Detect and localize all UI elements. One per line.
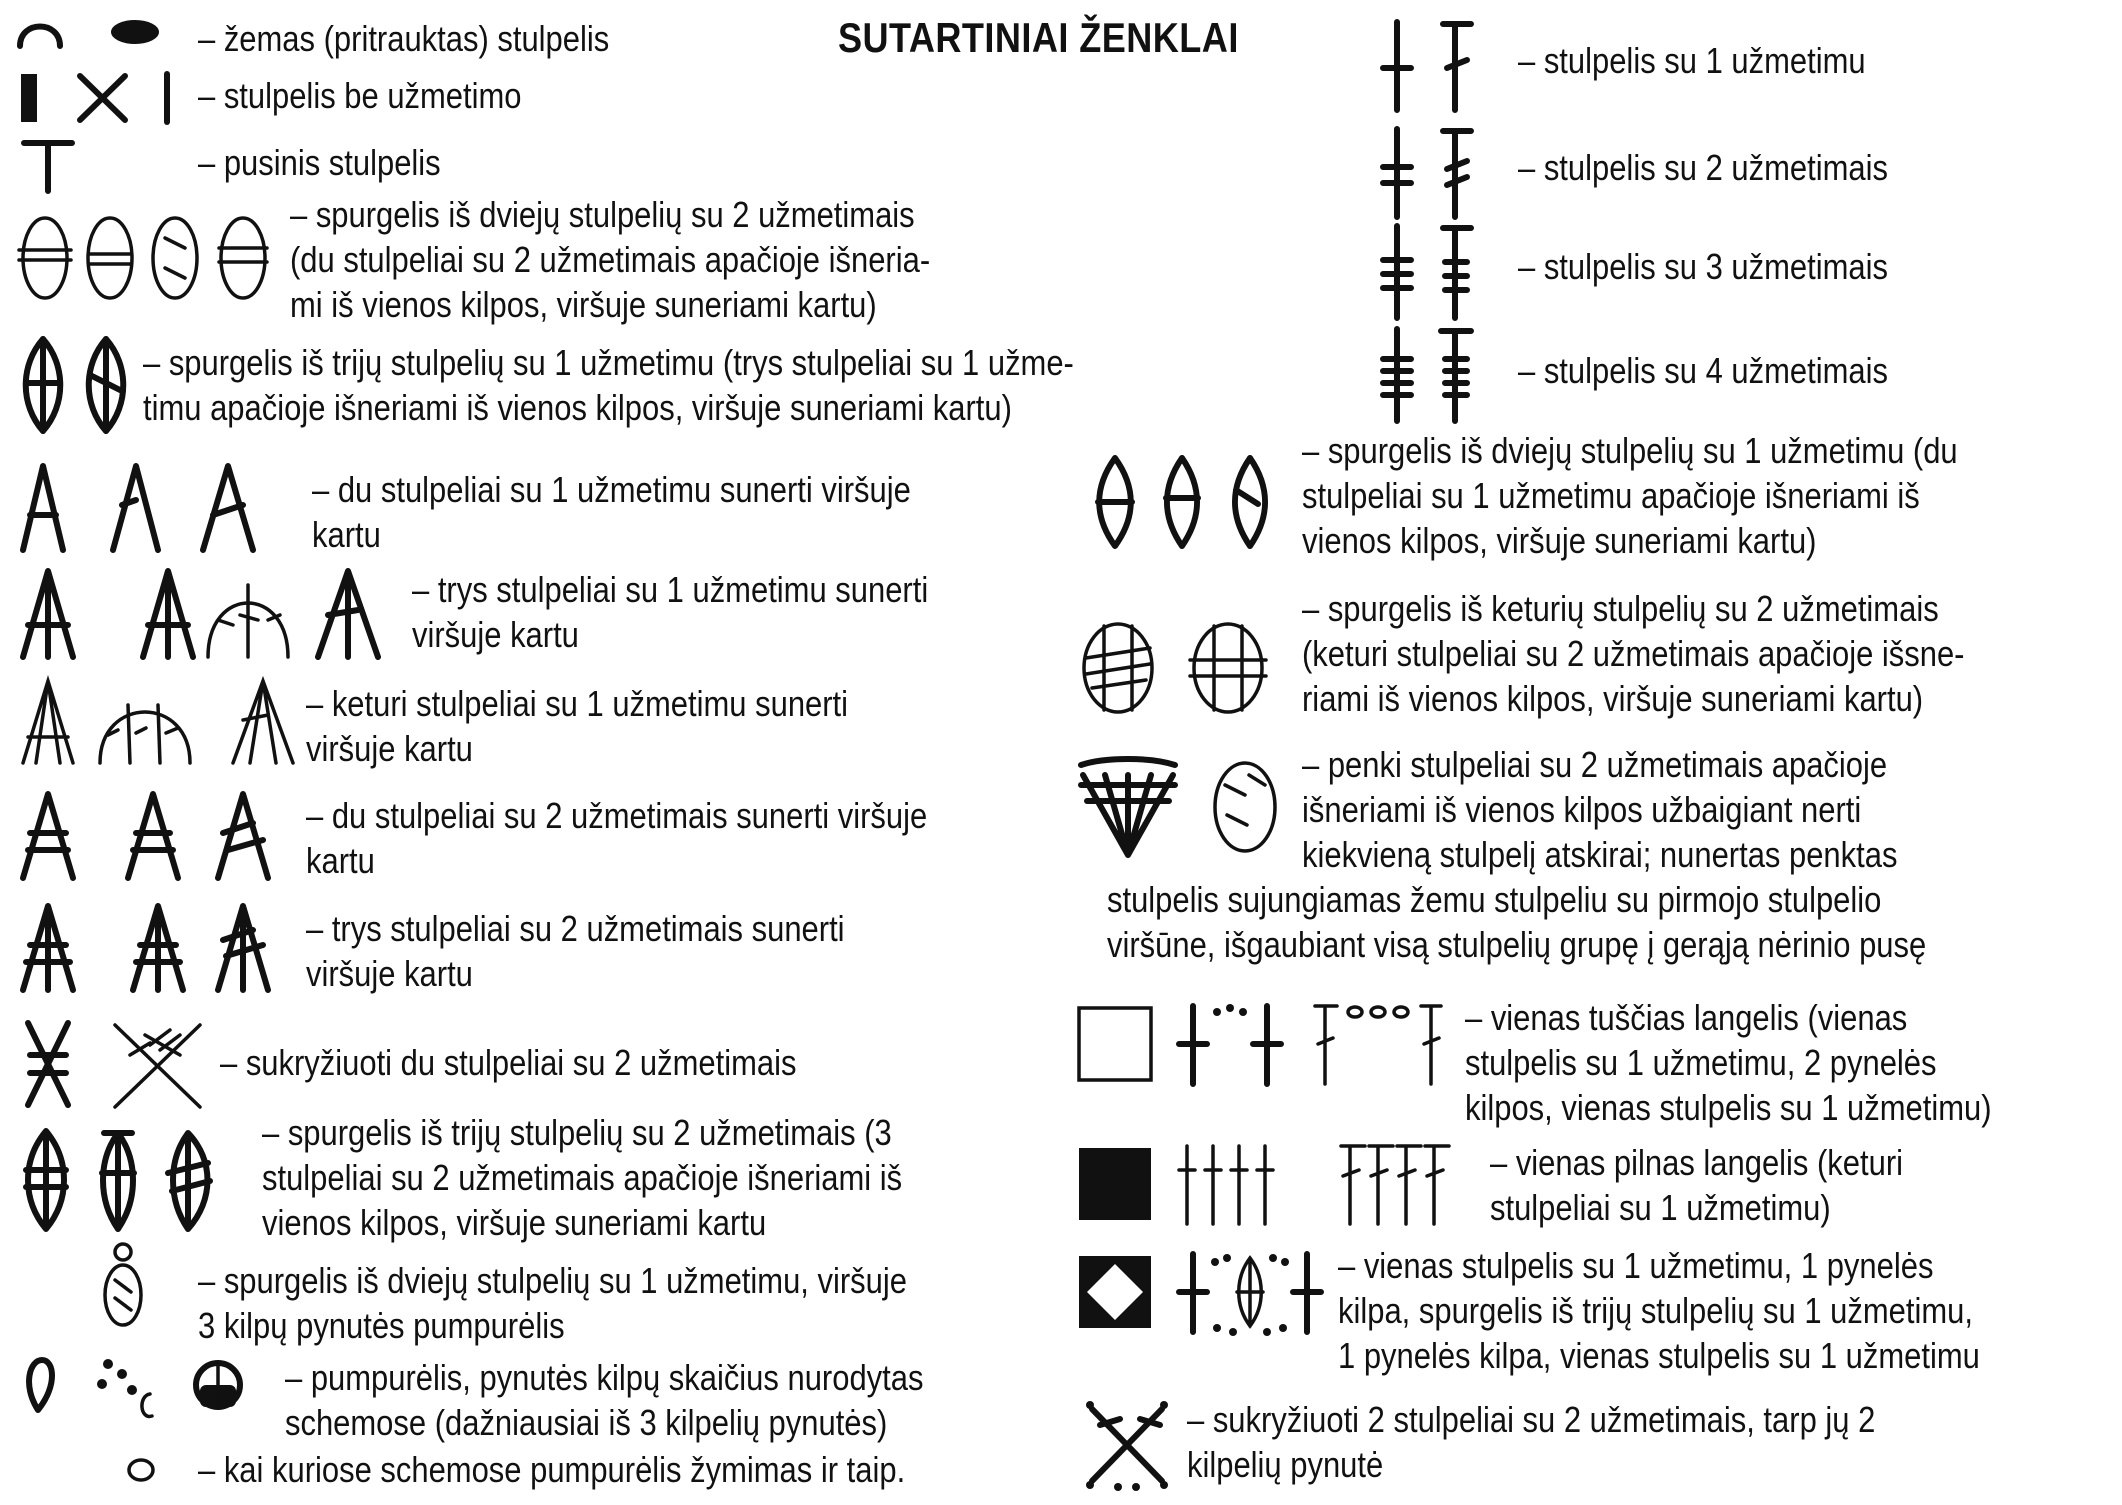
empty-mesh-icon — [1075, 1000, 1445, 1090]
legend-text-line: – vienas pilnas langelis (keturi — [1490, 1142, 1904, 1183]
legend-text-line: – stulpelis su 1 užmetimu — [1518, 40, 1866, 81]
legend-text-line: kartu — [312, 514, 381, 555]
three-dc-puff-icon — [18, 335, 138, 435]
diamond-mesh-icon — [1075, 1248, 1335, 1338]
legend-text-line: kartu — [306, 840, 375, 881]
legend-text-line: – pumpurėlis, pynutės kilpų skaičius nurodytas — [285, 1357, 924, 1398]
two-dc-puff-right-icon — [1090, 452, 1280, 552]
dc3tog-icon — [18, 565, 398, 665]
legend-text-line: išneriami iš vienos kilpos užbaigiant nerti — [1302, 789, 1862, 830]
legend-text-line: – stulpelis su 2 užmetimais — [1518, 147, 1888, 188]
legend-text-line: – spurgelis iš dviejų stulpelių su 2 užmetimais — [290, 194, 915, 235]
legend-text-line: timu apačioje išneriami iš vienos kilpos, viršuje suneriami kartu) — [143, 387, 1012, 428]
legend-text-line: (keturi stulpeliai su 2 užmetimais apačioje išsne- — [1302, 633, 1965, 674]
legend-text-line: viršuje kartu — [412, 614, 579, 655]
four-tr-puff-icon — [1078, 618, 1278, 718]
dc-icon — [1375, 18, 1485, 113]
legend-text-line: – žemas (pritrauktas) stulpelis — [198, 18, 610, 59]
legend-text-line: – spurgelis iš trijų stulpelių su 2 užmetimais (3 — [262, 1112, 892, 1153]
legend-text-line: – vienas tuščias langelis (vienas — [1465, 997, 1908, 1038]
legend-text-line: schemose (dažniausiai iš 3 kilpelių pynutės) — [285, 1402, 888, 1443]
filled-mesh-icon — [1075, 1140, 1495, 1230]
chain-circle-icon — [125, 1452, 165, 1492]
tr-icon — [1375, 125, 1485, 220]
legend-text-line: (du stulpeliai su 2 užmetimais apačioje išneria- — [290, 239, 931, 280]
legend-text-line: – du stulpeliai su 1 užmetimu sunerti viršuje — [312, 469, 911, 510]
legend-text-line: kilpos, vienas stulpelis su 1 užmetimu) — [1465, 1087, 1992, 1128]
crossed-tr-chain-icon — [1080, 1395, 1180, 1495]
slip-stitch-icon — [15, 12, 165, 62]
half-double-crochet-icon — [20, 135, 80, 195]
legend-text-line: stulpeliai su 2 užmetimais apačioje išneriami iš — [262, 1157, 903, 1198]
dc4tog-icon — [18, 675, 298, 770]
legend-text-line: – keturi stulpeliai su 1 užmetimu sunerti — [306, 683, 849, 724]
legend-text-line: riami iš vienos kilpos, viršuje suneriami kartu) — [1302, 678, 1924, 719]
legend-text-line: kilpa, spurgelis iš trijų stulpelių su 1 užmetimu, — [1338, 1290, 1973, 1331]
legend-text-line: – spurgelis iš trijų stulpelių su 1 užmetimu (trys stulpeliai su 1 užme- — [143, 342, 1074, 383]
tr3tog-icon — [18, 900, 288, 995]
legend-text-line: viršuje kartu — [306, 728, 473, 769]
legend-text-line: kilpelių pynutė — [1187, 1444, 1384, 1485]
legend-text-line: – vienas stulpelis su 1 užmetimu, 1 pynelės — [1338, 1245, 1934, 1286]
legend-text-line: vienos kilpos, viršuje suneriami kartu — [262, 1202, 767, 1243]
page-title: SUTARTINIAI ŽENKLAI — [838, 14, 1239, 61]
legend-text-line: stulpeliai su 1 užmetimu) — [1490, 1187, 1831, 1228]
legend-text-line: – pusinis stulpelis — [198, 142, 441, 183]
three-tr-puff-icon — [18, 1125, 238, 1235]
legend-text-line: – trys stulpeliai su 2 užmetimais sunerti — [306, 908, 845, 949]
trtr-icon — [1375, 325, 1485, 425]
legend-text-line: 1 pynelės kilpa, vienas stulpelis su 1 užmetimu — [1338, 1335, 1980, 1376]
legend-text-line: – stulpelis be užmetimo — [198, 75, 522, 116]
five-tr-popcorn-icon — [1075, 755, 1295, 860]
legend-text-line: viršūne, išgaubiant visą stulpelių grupę į gerąją nėrinio pusę — [1107, 924, 1927, 965]
legend-text-line: kiekvieną stulpelį atskirai; nunertas penktas — [1302, 834, 1898, 875]
picot-icon — [20, 1350, 260, 1430]
legend-text-line: stulpeliai su 1 užmetimu apačioje išneriami iš — [1302, 475, 1920, 516]
single-crochet-icon — [15, 68, 175, 128]
dtr-icon — [1375, 222, 1485, 322]
two-dc-puff-icon — [15, 208, 275, 308]
legend-text-line: – stulpelis su 4 užmetimais — [1518, 350, 1888, 391]
legend-text-line: – penki stulpeliai su 2 užmetimais apačioje — [1302, 744, 1888, 785]
legend-text-line: mi iš vienos kilpos, viršuje suneriami kartu) — [290, 284, 877, 325]
puff-with-picot-icon — [95, 1240, 155, 1330]
legend-text-line: – sukryžiuoti 2 stulpeliai su 2 užmetimais, tarp jų 2 — [1187, 1399, 1876, 1440]
dc2tog-icon — [18, 460, 288, 555]
legend-text-line: stulpelis su 1 užmetimu, 2 pynelės — [1465, 1042, 1937, 1083]
legend-text-line: – spurgelis iš dviejų stulpelių su 1 užmetimu, viršuje — [198, 1260, 907, 1301]
legend-text-line: – trys stulpeliai su 1 užmetimu sunerti — [412, 569, 929, 610]
legend-text-line: – kai kuriose schemose pumpurėlis žymimas ir taip. — [198, 1449, 906, 1490]
legend-text-line: – sukryžiuoti du stulpeliai su 2 užmetimais — [220, 1042, 797, 1083]
crossed-tr-icon — [20, 1015, 220, 1115]
legend-text-line: stulpelis sujungiamas žemu stulpeliu su pirmojo stulpelio — [1107, 879, 1882, 920]
legend-text-line: vienos kilpos, viršuje suneriami kartu) — [1302, 520, 1817, 561]
legend-text-line: – stulpelis su 3 užmetimais — [1518, 246, 1888, 287]
legend-text-line: – du stulpeliai su 2 užmetimais sunerti viršuje — [306, 795, 928, 836]
tr2tog-icon — [18, 788, 288, 883]
legend-text-line: – spurgelis iš dviejų stulpelių su 1 užmetimu (du — [1302, 430, 1958, 471]
legend-text-line: – spurgelis iš keturių stulpelių su 2 užmetimais — [1302, 588, 1939, 629]
legend-text-line: 3 kilpų pynutės pumpurėlis — [198, 1305, 565, 1346]
legend-text-line: viršuje kartu — [306, 953, 473, 994]
